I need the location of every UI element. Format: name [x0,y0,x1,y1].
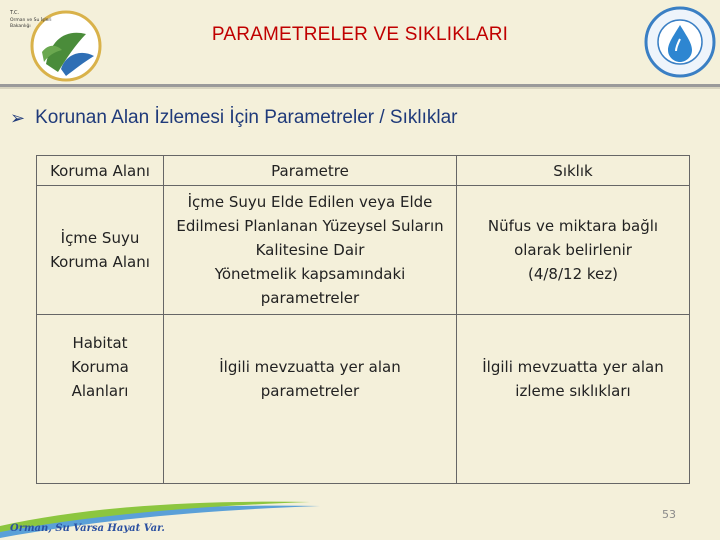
cell-line: Koruma Alanı [50,253,150,271]
cell-line: İlgili mevzuatta yer alan [482,358,664,376]
table-header-row [37,156,690,186]
header-siklik: Sıklık [457,156,690,186]
parameters-table [36,155,690,484]
page-number: 53 [662,508,676,521]
table-row [37,315,690,484]
cell-line: (4/8/12 kez) [527,265,618,283]
title-divider-shadow [0,87,720,89]
cell-line: Kalitesine Dair [255,241,365,259]
cell-line: parametreler [260,382,360,400]
cell-parameter [164,186,457,315]
svg-text:Orman ve Su İşleri: Orman ve Su İşleri [10,18,52,23]
cell-line: Edilmesi Planlanan Yüzeysel Suların [176,217,444,235]
table-row [37,186,690,315]
cell-line: Koruma [71,358,129,376]
svg-text:T.C.: T.C. [10,10,20,16]
cell-line: Habitat [72,334,128,352]
header-koruma-alani: Koruma Alanı [37,156,164,186]
cell-frequency [457,315,690,484]
footer-slogan: Orman, Su Varsa Hayat Var. [10,523,165,534]
cell-line: Alanları [71,382,129,400]
water-management-logo [640,5,720,80]
cell-area [37,315,164,484]
cell-line: İlgili mevzuatta yer alan [219,358,401,376]
cell-frequency [457,186,690,315]
cell-area [37,186,164,315]
slide-title: PARAMETRELER VE SIKLIKLARI [211,24,509,45]
cell-line: Nüfus ve miktara bağlı [487,217,659,235]
section-heading [10,107,458,129]
cell-line: olarak belirlenir [514,241,632,259]
arrow-bullet-icon: ➢ [10,107,26,128]
cell-line: Yönetmelik kapsamındaki [214,265,406,283]
section-heading-text: Korunan Alan İzlemesi İçin Parametreler / Sıklıklar [35,107,458,128]
cell-line: izleme sıklıkları [515,382,631,400]
svg-text:Bakanlığı: Bakanlığı [10,24,31,29]
cell-line: parametreler [260,289,360,307]
cell-line: İçme Suyu Elde Edilen veya Elde [187,193,433,211]
cell-line: İçme Suyu [60,229,140,247]
cell-parameter [164,315,457,484]
header-parametre: Parametre [164,156,457,186]
